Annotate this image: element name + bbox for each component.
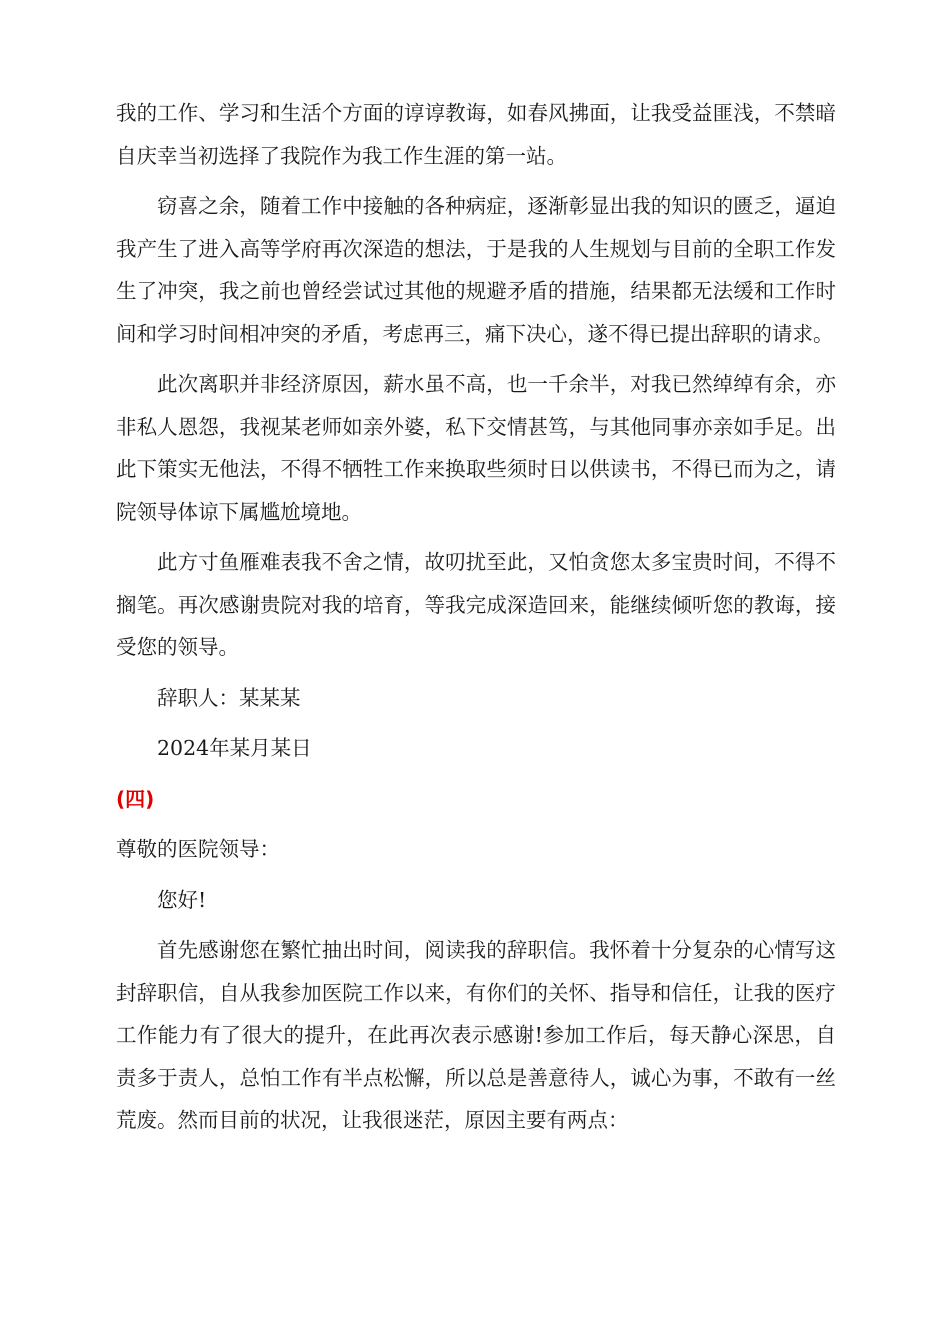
date-line: 2024年某月某日 — [157, 736, 312, 760]
section-heading: (四) — [116, 786, 155, 811]
paragraph-study-conflict: 窃喜之余，随着工作中接触的各种病症，逐渐彰显出我的知识的匮乏，逼迫我产生了进入高等学府再次深造的想法，于是我的人生规划与目前的全职工作发生了冲突，我之前也曾经尝试过其他的规避矛盾的措施，结果都无法缓和工作时间和学习时间相冲突的矛盾，考虑再三，痛下决心，遂不得已提出辞职的请求。 — [116, 194, 836, 346]
paragraph-continuation: 我的工作、学习和生活个方面的谆谆教诲，如春风拂面，让我受益匪浅，不禁暗自庆幸当初选择了我院作为我工作生涯的第一站。 — [116, 101, 836, 168]
paragraph-reasons: 此次离职并非经济原因，薪水虽不高，也一千余半，对我已然绰绰有余，亦非私人恩怨，我视某老师如亲外婆，私下交情甚笃，与其他同事亦亲如手足。出此下策实无他法，不得不牺牲工作来换取些须时日以供读书，不得已而为之，请院领导体谅下属尴尬境地。 — [116, 372, 836, 524]
signature-line: 辞职人：某某某 — [157, 685, 301, 710]
greeting: 您好! — [157, 887, 207, 912]
salutation: 尊敬的医院领导： — [116, 837, 280, 861]
paragraph-closing: 此方寸鱼雁难表我不舍之情，故叨扰至此，又怕贪您太多宝贵时间，不得不搁笔。再次感谢贵院对我的培育，等我完成深造回来，能继续倾听您的教诲，接受您的领导。 — [116, 550, 836, 659]
body-paragraph: 首先感谢您在繁忙抽出时间，阅读我的辞职信。我怀着十分复杂的心情写这封辞职信，自从我参加医院工作以来，有你们的关怀、指导和信任，让我的医疗工作能力有了很大的提升，在此再次表示感谢!参加工作后，每天静心深思，自责多于责人，总怕工作有半点松懈，所以总是善意待人，诚心为事，不敢有一丝荒废。然而目前的状况，让我很迷茫，原因主要有两点： — [116, 938, 836, 1132]
